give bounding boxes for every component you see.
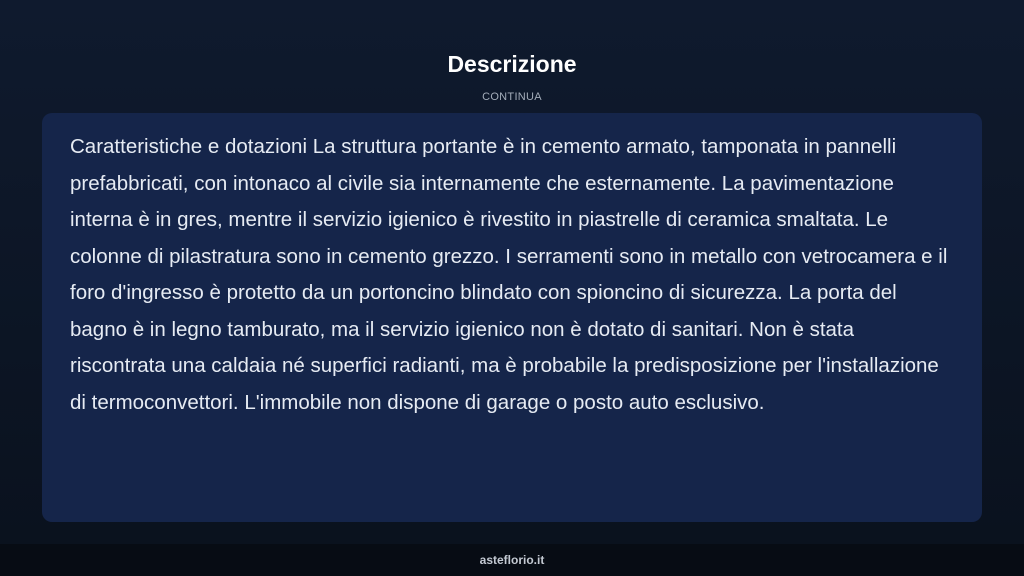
page-subtitle: CONTINUA xyxy=(482,91,542,103)
description-text: Caratteristiche e dotazioni La struttura portante è in cemento armato, tamponata in pannelli prefabbricati, con intonaco al civile sia internamente che esternamente. La pavimentazione interna è in gres, mentre il servizio igienico è rivestito in piastrelle di ceramica smaltata. Le colonne di pilastratura sono in cemento grezzo. I serramenti sono in metallo con vetrocamera e il foro d'ingresso è protetto da un portoncino blindato con spioncino di sicurezza. La porta del bagno è in legno tamburato, ma il servizio igienico non è dotato di sanitari. Non è stata riscontrata una caldaia né superfici radianti, ma è probabile la predisposizione per l'installazione di termoconvettori. L'immobile non dispone di garage o posto auto esclusivo. xyxy=(70,135,948,414)
footer-site-label: asteflorio.it xyxy=(479,553,545,567)
description-card xyxy=(42,113,982,522)
footer-bar xyxy=(0,544,1024,576)
page-title: Descrizione xyxy=(447,51,577,77)
